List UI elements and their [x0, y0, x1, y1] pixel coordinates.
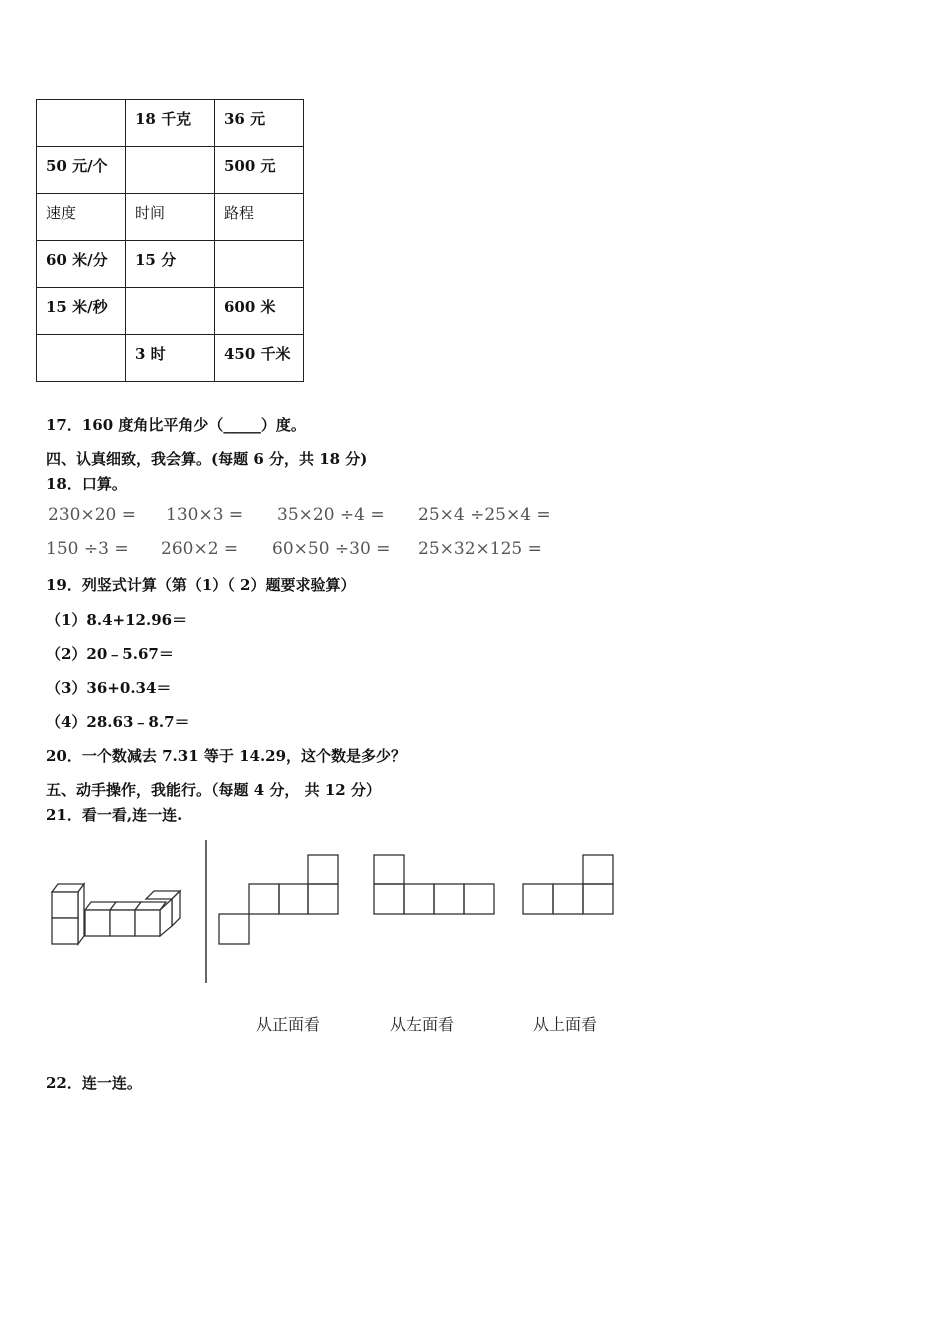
cube-solid-drawing: [52, 884, 180, 944]
section-4-heading: 四、认真细致，我会算。(每题 6 分，共 18 分): [46, 450, 368, 468]
calc-item: 25×4 ÷25×4 =: [418, 505, 551, 525]
table-cell: 速度: [37, 194, 126, 241]
calc-item: 35×20 ÷4 =: [277, 505, 385, 525]
caption-top-view: 从上面看: [533, 1015, 598, 1034]
table-cell: 15 米/秒: [37, 288, 126, 335]
calc-item: 130×3 =: [166, 505, 244, 525]
table-cell: 600 米: [215, 288, 304, 335]
question-19-item: （3）36+0.34＝: [46, 679, 172, 697]
section-5-heading: 五、动手操作，我能行。（每题 4 分， 共 12 分）: [46, 781, 381, 799]
table-cell: 500 元: [215, 147, 304, 194]
table-cell: 60 米/分: [37, 241, 126, 288]
question-21-title: 21．看一看,连一连.: [46, 806, 183, 824]
table-cell: 50 元/个: [37, 147, 126, 194]
calc-item: 150 ÷3 =: [46, 539, 129, 559]
view-shape-a: [219, 855, 338, 944]
view-shape-b: [374, 855, 494, 914]
question-22: 22．连一连。: [46, 1074, 142, 1092]
caption-front-view: 从正面看: [256, 1015, 321, 1034]
table-cell: 18 千克: [126, 100, 215, 147]
view-shape-c: [523, 855, 613, 914]
calc-item: 60×50 ÷30 =: [272, 539, 391, 559]
calc-item: 25×32×125 =: [418, 539, 542, 559]
question-17: 17．160 度角比平角少（_____）度。: [46, 416, 306, 434]
question-20: 20．一个数减去 7.31 等于 14.29，这个数是多少？: [46, 747, 407, 765]
question-19-item: （1）8.4+12.96＝: [46, 611, 188, 629]
table-cell: 15 分: [126, 241, 215, 288]
question-18-title: 18．口算。: [46, 475, 127, 493]
table-cell: 时间: [126, 194, 215, 241]
table-cell: 3 时: [126, 335, 215, 382]
table-cell: 36 元: [215, 100, 304, 147]
question-19-item: （4）28.63﹣8.7＝: [46, 713, 190, 731]
calc-item: 260×2 =: [161, 539, 239, 559]
table-cell: 450 千米: [215, 335, 304, 382]
calc-item: 230×20 =: [48, 505, 136, 525]
table-cell: 路程: [215, 194, 304, 241]
question-19-title: 19．列竖式计算（第（1）（ 2）题要求验算）: [46, 576, 356, 594]
caption-left-view: 从左面看: [390, 1015, 455, 1034]
question-19-item: （2）20﹣5.67＝: [46, 645, 174, 663]
